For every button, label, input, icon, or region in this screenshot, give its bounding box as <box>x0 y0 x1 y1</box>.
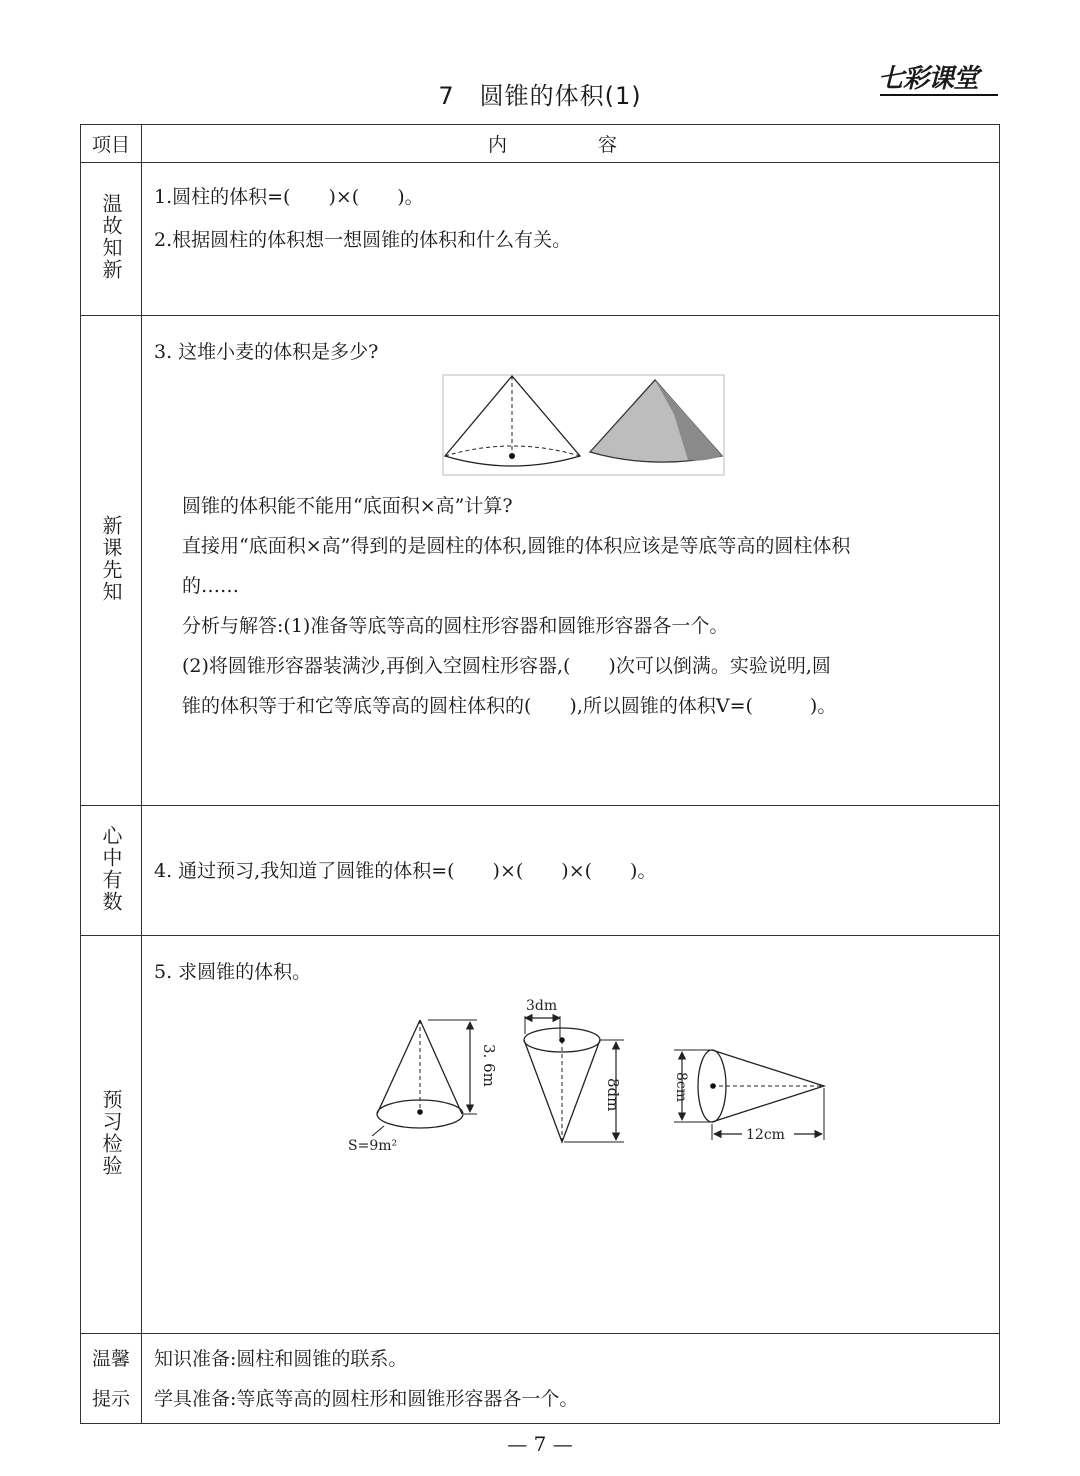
section-preview-label-cell <box>81 316 142 806</box>
header-item-label: 项目 <box>91 134 130 156</box>
question-3: 3. 这堆小麦的体积是多少? <box>154 341 379 363</box>
cone-2-radius-label: 3dm <box>526 998 558 1014</box>
section-tips-label-cell <box>81 1334 142 1424</box>
section-summary-row <box>81 806 1000 936</box>
section-summary-label: 心中有数 <box>99 824 123 913</box>
brand-underline <box>880 94 998 96</box>
review-line-2: 2.根据圆柱的体积想一想圆锥的体积和什么有关。 <box>154 229 572 251</box>
preview-line-4: 分析与解答:(1)准备等底等高的圆柱形容器和圆锥形容器各一个。 <box>182 615 729 637</box>
section-review-content <box>142 163 1000 316</box>
section-review-label-cell <box>81 163 142 316</box>
section-tips-content <box>142 1334 1000 1424</box>
question-5: 5. 求圆锥的体积。 <box>154 961 312 983</box>
review-line-1: 1.圆柱的体积=( )×( )。 <box>154 186 424 208</box>
cone-3-diameter-label: 8cm <box>673 1072 689 1103</box>
section-tips-row <box>81 1334 1000 1424</box>
header-item-cell <box>81 125 142 163</box>
section-check-content <box>142 936 1000 1334</box>
cone-exercise-figures <box>332 994 832 1164</box>
section-tips-label-line-2: 提示 <box>91 1387 130 1410</box>
preview-line-2: 直接用“底面积×高”得到的是圆柱的体积,圆锥的体积应该是等底等高的圆柱体积 <box>182 535 851 557</box>
cone-3-length-label: 12cm <box>746 1127 785 1143</box>
section-tips-label-line-1: 温馨 <box>91 1347 130 1370</box>
section-preview-label: 新课先知 <box>99 514 123 603</box>
summary-line-1: 4. 通过预习,我知道了圆锥的体积=( )×( )×( )。 <box>154 859 657 882</box>
section-summary-label-cell <box>81 806 142 936</box>
section-preview-content <box>142 316 1000 806</box>
tips-line-2: 学具准备:等底等高的圆柱形和圆锥形容器各一个。 <box>154 1387 579 1410</box>
cone-1-area-label: S=9m² <box>348 1138 398 1154</box>
section-summary-content <box>142 806 1000 936</box>
table-header-row <box>81 125 1000 163</box>
page-number: — 7 — <box>507 1432 573 1456</box>
brand-logo <box>878 58 1003 98</box>
tips-line-1: 知识准备:圆柱和圆锥的联系。 <box>154 1347 408 1370</box>
preview-line-3: 的…… <box>182 575 240 597</box>
page-title: 7 圆锥的体积(1) <box>438 82 642 110</box>
cone-2 <box>524 998 624 1142</box>
brand-text: 七彩课堂 <box>878 64 979 94</box>
section-preview-row <box>81 316 1000 806</box>
cone-2-height-label: 8dm <box>604 1078 622 1112</box>
section-review-label: 温故知新 <box>99 193 123 281</box>
worksheet-table <box>80 124 1000 1424</box>
section-check-label-cell <box>81 936 142 1334</box>
header-content-label: 内 容 <box>142 125 1000 163</box>
preview-line-6: 锥的体积等于和它等底等高的圆柱体积的( ),所以圆锥的体积V=( )。 <box>182 695 837 717</box>
section-review-row <box>81 163 1000 316</box>
wheat-cone-figure <box>442 374 732 479</box>
section-check-label: 预习检验 <box>99 1088 123 1177</box>
cone-3 <box>673 1050 824 1143</box>
preview-line-1: 圆锥的体积能不能用“底面积×高”计算? <box>182 495 513 517</box>
section-check-row <box>81 936 1000 1334</box>
cone-1 <box>348 1020 498 1154</box>
preview-line-5: (2)将圆锥形容器装满沙,再倒入空圆柱形容器,( )次可以倒满。实验说明,圆 <box>182 655 831 677</box>
cone-1-height-label: 3. 6m <box>480 1044 498 1087</box>
